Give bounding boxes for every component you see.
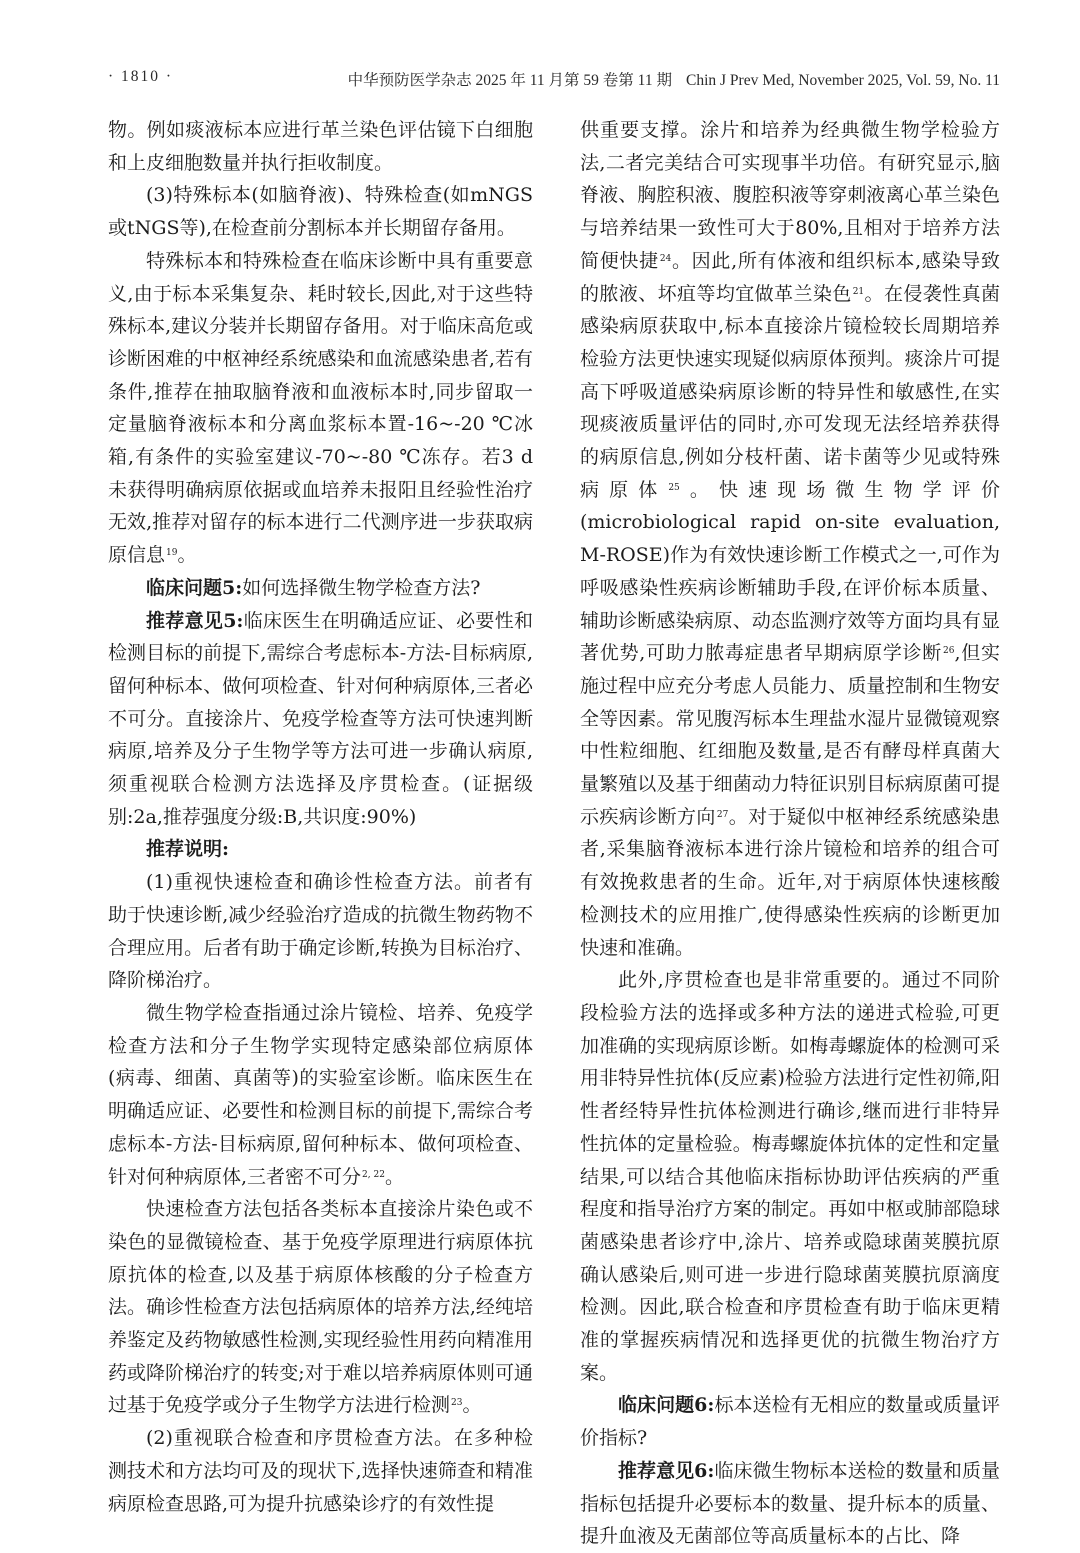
- reference-mark: 27: [716, 809, 729, 820]
- page-number: · 1810 ·: [108, 68, 174, 85]
- question-label: 临床问题6:: [618, 1394, 715, 1417]
- reference-mark: 24: [659, 253, 672, 264]
- recommendation-6: 推荐意见6:临床微生物标本送检的数量和质量指标包括提升必要标本的数量、提升标本的质量、提升血液及无菌部位等高质量标本的占比、降: [580, 1459, 1000, 1548]
- paragraph: 快速检查方法包括各类标本直接涂片染色或不染色的显微镜检查、基于免疫学原理进行病原体抗原抗体的检查,以及基于病原体核酸的分子检查方法。确诊性检查方法包括病原体的培养方法,经纯培养鉴定及药物敏感性检测,实现经验性用药向精准用药或降阶梯治疗的转变;对于难以培养病原体则可通过基于免疫学或分子生物学方法进行检测$^{23}$。: [108, 1198, 533, 1417]
- paragraph: 供重要支撑。涂片和培养为经典微生物学检验方法,二者完美结合可实现事半功倍。有研究显示,脑脊液、胸腔积液、腹腔积液等穿刺液离心革兰染色与培养结果一致性可大于80%,且相对于培养方法简便快捷$^{24}$。因此,所有体液和组织标本,感染导致的脓液、坏疽等均宜做革兰染色$^{21}$。在侵袭性真菌感染病原获取中,标本直接涂片镜检较长周期培养检验方法更快速实现疑似病原体预判。痰涂片可提高下呼吸道感染病原诊断的特异性和敏感性,在实现痰液质量评估的同时,亦可发现无法经培养获得的病原信息,例如分枝杆菌、诺卡菌等少见或特殊病原体$^{25}$。快速现场微生物学评价(microbiological rapid on-site evaluation, M-ROSE)作为有效快速诊断工作模式之一,可作为呼吸感染性疾病诊断辅助手段,在评价标本质量、辅助诊断感染病原、动态监测疗效等方面均具有显著优势,可助力脓毒症患者早期病原学诊断$^{26}$,但实施过程中应充分考虑人员能力、质量控制和生物安全等因素。常见腹泻标本生理盐水湿片显微镜观察中性粒细胞、红细胞及数量,是否有酵母样真菌大量繁殖以及基于细菌动力特征识别目标病原菌可提示疾病诊断方向$^{27}$。对于疑似中枢神经系统感染患者,采集脑脊液标本进行涂片镜检和培养的组合可有效挽救患者的生命。近年,对于病原体快速核酸检测技术的应用推广,使得感染性疾病的诊断更加快速和准确。: [580, 119, 1000, 959]
- clinical-question-6: 临床问题6:标本送检有无相应的数量或质量评价指标?: [580, 1394, 1000, 1450]
- journal-name-en: Chin J Prev Med, November 2025, Vol. 59, No. 11: [685, 72, 1000, 89]
- paragraph: 特殊标本和特殊检查在临床诊断中具有重要意义,由于标本采集复杂、耗时较长,因此,对于这些特殊标本,建议分装并长期留存备用。对于临床高危或诊断困难的中枢神经系统感染和血流感染患者,若有条件,推荐在抽取脑脊液和血液标本时,同步留取一定量脑脊液标本和分离血浆标本置-16~-20 ℃冰箱,有条件的实验室建议-70~-80 ℃冻存。若3 d未获得明确病原依据或血培养未报阳且经验性治疗无效,推荐对留存的标本进行二代测序进一步获取病原信息$^{19}$。: [108, 249, 533, 567]
- paragraph: 微生物学检查指通过涂片镜检、培养、免疫学检查方法和分子生物学实现特定感染部位病原体(病毒、细菌、真菌等)的实验室诊断。临床医生在明确适应证、必要性和检测目标的前提下,需综合考虑标本-方法-目标病原,留何种标本、做何项检查、针对何种病原体,三者密不可分$^{2, 22}$。: [108, 1001, 533, 1188]
- running-header: [108, 66, 1000, 88]
- right-column: [580, 114, 1000, 1553]
- clinical-question-5: 临床问题5:如何选择微生物学检查方法?: [146, 576, 481, 599]
- recommendation-label: 推荐意见6:: [618, 1459, 715, 1482]
- reference-mark: 23: [451, 1398, 463, 1409]
- recommendation-note-heading: 推荐说明:: [146, 838, 230, 861]
- journal-citation: [334, 68, 1000, 90]
- paragraph: (1)重视快速检查和确诊性检查方法。前者有助于快速诊断,减少经验治疗造成的抗微生物药物不合理应用。后者有助于确定诊断,转换为目标治疗、降阶梯治疗。: [108, 871, 533, 992]
- reference-mark: 21: [852, 286, 865, 297]
- recommendation-label: 推荐意见5:: [146, 609, 244, 632]
- left-column: [108, 114, 533, 1520]
- paragraph: 此外,序贯检查也是非常重要的。通过不同阶段检验方法的选择或多种方法的递进式检验,可更加准确的实现病原诊断。如梅毒螺旋体的检测可采用非特异性抗体(反应素)检验方法进行定性初筛,阳性者经特异性抗体检测进行确诊,继而进行非特异性抗体的定量检验。梅毒螺旋体抗体的定性和定量结果,可以结合其他临床指标协助评估疾病的严重程度和指导治疗方案的制定。再如中枢或肺部隐球菌感染患者诊疗中,涂片、培养或隐球菌荚膜抗原确认感染后,则可进一步进行隐球菌荚膜抗原滴度检测。因此,联合检查和序贯检查有助于临床更精准的掌握疾病情况和选择更优的抗微生物治疗方案。: [580, 969, 1000, 1384]
- reference-mark: 19: [166, 548, 178, 559]
- paragraph: (2)重视联合检查和序贯检查方法。在多种检测技术和方法均可及的现状下,选择快速筛查和精准病原检查思路,可为提升抗感染诊疗的有效性提: [108, 1427, 533, 1515]
- reference-mark: 2, 22: [362, 1169, 385, 1180]
- journal-name-cn: 中华预防医学杂志 2025 年 11 月第 59 卷第 11 期: [347, 72, 672, 89]
- paragraph: 物。例如痰液标本应进行革兰染色评估镜下白细胞和上皮细胞数量并执行拒收制度。: [108, 119, 533, 174]
- reference-mark: 26: [943, 646, 955, 657]
- recommendation-5: 推荐意见5:临床医生在明确适应证、必要性和检测目标的前提下,需综合考虑标本-方法-目标病原,留何种标本、做何项检查、针对何种病原体,三者必不可分。直接涂片、免疫学检查等方法可快速判断病原,培养及分子生物学等方法可进一步确认病原,须重视联合检测方法选择及序贯检查。(证据级别:2a,推荐强度分级:B,共识度:90%): [108, 609, 533, 828]
- paragraph: (3)特殊标本(如脑脊液)、特殊检查(如mNGS或tNGS等),在检查前分割标本并长期留存备用。: [108, 184, 533, 240]
- question-label: 临床问题5:: [146, 576, 243, 599]
- reference-mark: 25: [668, 482, 680, 493]
